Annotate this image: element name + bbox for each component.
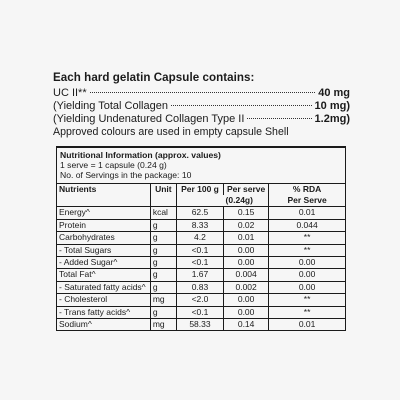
servings-count: No. of Servings in the package: 10 [60, 170, 192, 181]
header-per-100g: Per 100 g [176, 184, 223, 207]
nutrient-rda: 0.00 [269, 269, 345, 281]
header-unit: Unit [150, 184, 176, 207]
header-rda-sub: Per Serve [269, 195, 345, 207]
table-row [57, 319, 345, 331]
table-row [57, 244, 345, 256]
nutrient-name: Sodium^ [59, 319, 92, 330]
nutrient-per100: 8.33 [176, 219, 223, 231]
nutrition-info-block [57, 148, 345, 184]
composition-label: UC II** [53, 87, 87, 99]
nutrient-serve: 0.002 [224, 281, 269, 293]
table-row [57, 294, 345, 306]
header-per-serve-sub: (0.24g) [224, 195, 269, 207]
nutrient-name: - Cholesterol [57, 294, 150, 306]
nutrient-serve: 0.02 [224, 219, 269, 231]
nutrient-rda: 0.01 [269, 207, 345, 219]
nutrient-per100: <0.1 [176, 244, 223, 256]
table-header-row [57, 184, 345, 195]
table-row [57, 281, 345, 293]
nutrient-per100: 1.67 [176, 269, 223, 281]
nutrition-table [57, 184, 345, 331]
composition-heading: Each hard gelatin Capsule contains: [53, 71, 255, 84]
nutrient-name: - Trans fatty acids^ [57, 306, 150, 318]
nutrient-serve: 0.004 [224, 269, 269, 281]
nutrient-unit: g [150, 257, 176, 269]
composition-value: 10 mg) [314, 100, 350, 112]
nutrient-serve: 0.14 [224, 319, 269, 331]
composition-label: (Yielding Total Collagen [53, 100, 168, 112]
nutrient-name: - Total Sugars [57, 244, 150, 256]
nutrient-unit: g [150, 219, 176, 231]
nutrient-per100: <0.1 [176, 306, 223, 318]
nutrient-unit: kcal [150, 207, 176, 219]
table-row [57, 269, 345, 281]
nutrient-name: Protein [57, 219, 150, 231]
nutrient-name: - Saturated fatty acids^ [57, 281, 150, 293]
nutrient-per100: <2.0 [176, 294, 223, 306]
table-row [57, 257, 345, 269]
nutrient-serve: 0.15 [224, 207, 269, 219]
composition-line [53, 99, 350, 113]
header-nutrients: Nutrients [57, 184, 150, 207]
composition-line [53, 86, 350, 100]
nutrient-serve: 0.00 [224, 294, 269, 306]
table-row [57, 306, 345, 318]
nutrient-rda: ** [269, 244, 345, 256]
dotted-leader [90, 92, 316, 93]
dotted-leader [171, 105, 312, 106]
nutrient-unit: mg [150, 294, 176, 306]
nutrient-per100: 4.2 [176, 232, 223, 244]
nutrient-unit: g [150, 232, 176, 244]
nutrient-unit: g [150, 244, 176, 256]
nutrient-name: Total Fat^ [57, 269, 150, 281]
nutrient-serve: 0.00 [224, 306, 269, 318]
nutrient-per100: 0.83 [176, 281, 223, 293]
nutrient-per100: 62.5 [176, 207, 223, 219]
serve-size: 1 serve = 1 capsule (0.24 g) [60, 160, 167, 171]
nutrient-unit: g [150, 306, 176, 318]
nutrient-rda: 0.044 [269, 219, 345, 231]
table-row [57, 219, 345, 231]
nutrient-name: Energy^ [57, 207, 150, 219]
header-per-serve: Per serve [224, 184, 269, 195]
nutrient-rda: ** [269, 306, 345, 318]
composition-value: 1.2mg) [314, 113, 350, 125]
header-rda: % RDA [269, 184, 345, 195]
dotted-leader [247, 118, 311, 119]
table-row [57, 232, 345, 244]
table-row [57, 207, 345, 219]
nutrient-unit: g [150, 269, 176, 281]
nutrient-name: Carbohydrates [57, 232, 150, 244]
composition-line [53, 112, 350, 126]
composition-value: 40 mg [318, 87, 350, 99]
nutrient-rda: 0.00 [269, 281, 345, 293]
nutrient-rda: 0.01 [269, 319, 345, 331]
nutrient-rda: ** [269, 232, 345, 244]
nutrient-per100: 58.33 [176, 319, 223, 331]
nutrient-serve: 0.00 [224, 257, 269, 269]
nutrition-title: Nutritional Information (approx. values) [60, 150, 221, 160]
nutrient-unit: g [150, 281, 176, 293]
nutrient-unit: mg [150, 319, 176, 331]
nutrient-rda: 0.00 [269, 257, 345, 269]
nutrient-serve: 0.00 [224, 244, 269, 256]
approved-colours-note: Approved colours are used in empty capsule Shell [53, 126, 289, 138]
nutrient-serve: 0.01 [224, 232, 269, 244]
nutrient-name: - Added Sugar^ [57, 257, 150, 269]
nutrient-per100: <0.1 [176, 257, 223, 269]
nutrient-rda: ** [269, 294, 345, 306]
nutrition-panel [56, 146, 346, 331]
composition-label: (Yielding Undenatured Collagen Type II [53, 113, 245, 125]
